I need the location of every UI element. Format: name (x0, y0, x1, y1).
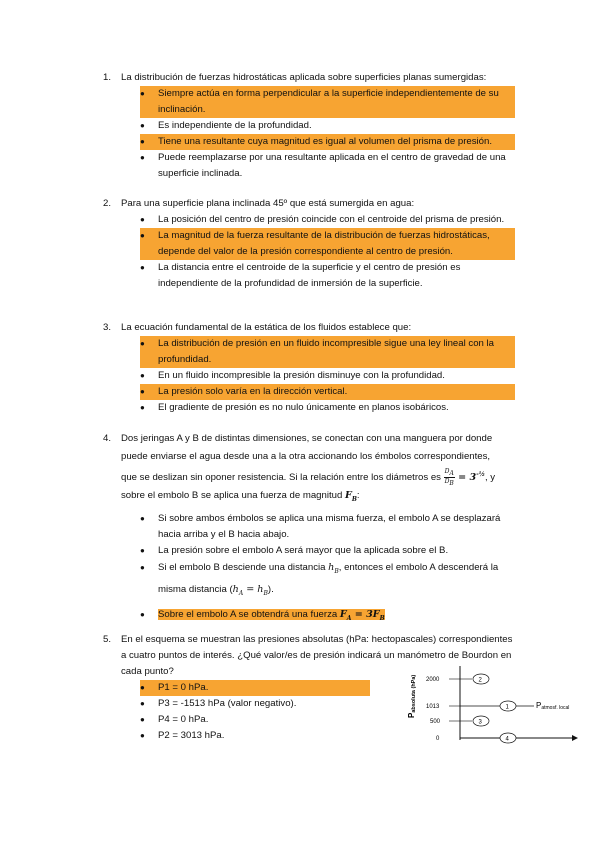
option-item (140, 368, 515, 384)
option-text: La magnitud de la fuerza resultante de la distribución de fuerzas hidrostáticas, depende del valor de la presión correspondiente al centro de presión. (158, 230, 490, 257)
bullet-icon: ● (140, 215, 145, 224)
option-item-highlighted (140, 384, 515, 400)
q4-line-3: que se deslizan sin oponer resistencia. Si la relación entre los diámetros es (121, 472, 441, 484)
option-text: P2 = 3013 hPa. (158, 730, 225, 741)
option-item (140, 543, 515, 559)
option-item (140, 150, 515, 182)
bullet-icon: ● (140, 683, 145, 692)
option-text: Tiene una resultante cuya magnitud es igual al volumen del prisma de presión. (158, 136, 493, 147)
bullet-icon: ● (140, 263, 145, 272)
option-text: La distribución de presión en un fluido incompresible sigue una ley lineal con la profundidad. (158, 338, 494, 365)
diameter-ratio-value: = $3^{-\frac{1}{2}}$ (454, 471, 485, 484)
math-fa-eq-3fb: $F_A = 3F_B$ (339, 609, 385, 622)
point-3-label: 3 (478, 719, 482, 726)
option-text: P4 = 0 hPa. (158, 714, 209, 725)
bullet-icon: ● (140, 403, 145, 412)
bullet-icon: ● (140, 563, 145, 573)
option-text: P1 = 0 hPa. (158, 682, 209, 693)
bullet-icon: ● (140, 387, 145, 396)
force-symbol: $F_B$ (345, 490, 357, 504)
bullet-icon: ● (140, 121, 145, 130)
point-1-label: 1 (505, 704, 509, 711)
option-text: La presión solo varía en la dirección vertical. (158, 386, 348, 397)
atm-label: Patmosf. local (536, 701, 570, 711)
option-item (140, 728, 370, 744)
question-1 (103, 70, 515, 182)
q4-line-2: puede enviarse el agua desde una a la otra accionando los émbolos correspondientes, (121, 451, 491, 462)
bullet-icon: ● (140, 546, 145, 556)
option-item (140, 712, 370, 728)
question-text: En el esquema se muestran las presiones absolutas (hPa: hectopascales) correspondientes a cuatro puntos de interés. ¿Qué valor/es de presión indicará un manómetro de Bourdon en cada punto? (121, 634, 513, 677)
option-text: Puede reemplazarse por una resultante aplicada en el centro de gravedad de una superficie inclinada. (158, 152, 506, 179)
option-text: En un fluido incompresible la presión disminuye con la profundidad. (158, 370, 445, 381)
bullet-icon: ● (140, 715, 145, 724)
option-item-highlighted (140, 86, 515, 118)
question-4 (103, 430, 515, 627)
option-text: P3 = -1513 hPa (valor negativo). (158, 698, 297, 709)
option-text: Siempre actúa en forma perpendicular a la superficie independientemente de su inclinación. (158, 88, 499, 115)
option-item (140, 118, 515, 134)
bullet-icon: ● (140, 610, 145, 620)
options-list (103, 86, 515, 182)
option-highlight: Sobre el embolo A se obtendrá una fuerza $F_A = 3F_B$ (158, 609, 385, 622)
option-item (140, 400, 515, 416)
tick-0: 0 (436, 736, 440, 742)
q4-line-4: sobre el embolo B se aplica una fuerza de magnitud (121, 490, 343, 502)
bullet-icon: ● (140, 89, 145, 98)
option-text: El gradiente de presión es no nulo únicamente en planos isobáricos. (158, 402, 449, 413)
option-item (140, 696, 370, 712)
question-number: 5. (103, 634, 112, 645)
option-text: Si el embolo B desciende una distancia $h_B$, entonces el embolo A descenderá la misma distancia $(h_A = h_B)$. (158, 562, 499, 598)
q4-line-3-end: , y (484, 472, 496, 484)
bullet-icon: ● (140, 153, 145, 162)
option-text (158, 607, 515, 627)
option-item-highlighted (140, 680, 370, 696)
tick-2000: 2000 (426, 677, 440, 683)
tick-500: 500 (430, 719, 441, 725)
pressure-diagram (400, 662, 580, 746)
question-text: La ecuación fundamental de la estática de los fluidos establece que: (121, 322, 412, 333)
question-number: 4. (103, 433, 112, 444)
option-item-highlighted (140, 336, 515, 368)
math-hb: $h_B$ (328, 562, 339, 576)
options-list (103, 511, 515, 627)
option-text: La presión sobre el embolo A será mayor que la aplicada sobre el B. (158, 545, 449, 557)
option-item (140, 511, 515, 543)
bullet-icon: ● (140, 137, 145, 146)
option-text: La posición del centro de presión coincide con el centroide del prisma de presión. (158, 214, 505, 225)
bullet-icon: ● (140, 699, 145, 708)
bullet-icon: ● (140, 514, 145, 524)
tick-1013: 1013 (426, 704, 440, 710)
question-number: 1. (103, 72, 112, 83)
option-text: Es independiente de la profundidad. (158, 120, 312, 131)
bullet-icon: ● (140, 231, 145, 240)
question-number: 2. (103, 198, 112, 209)
option-item (140, 559, 515, 603)
question-3 (103, 320, 515, 416)
options-list (103, 336, 515, 416)
diagram-ylabel: Pabsoluta (hPa) (407, 674, 417, 718)
question-text: La distribución de fuerzas hidrostáticas aplicada sobre superficies planas sumergidas: (121, 72, 487, 83)
option-text: La distancia entre el centroide de la superficie y el centro de presión es independiente de la profundidad de inmersión de la superficie. (158, 262, 461, 289)
point-2-label: 2 (478, 677, 482, 684)
q4-line-1: Dos jeringas A y B de distintas dimensiones, se conectan con una manguera por donde (121, 433, 493, 444)
option-item (140, 607, 515, 627)
question-number: 3. (103, 322, 112, 333)
point-4-label: 4 (505, 736, 509, 743)
option-item-highlighted (140, 134, 515, 150)
diameter-ratio-fraction: $\frac{D_A}{D_B}$ (444, 467, 454, 488)
bullet-icon: ● (140, 339, 145, 348)
question-text: Dos jeringas A y B de distintas dimensiones, se conectan con una manguera por donde puede enviarse el agua desde una a la otra accionando los émbolos correspondientes, que se deslizan sin oponer resistencia. Si la relación entre los diámetros es $\frac{D_A}{D_B}$ = $3^{-\frac{1}{2}}$, y sobre el embolo B se aplica una fuerza de magnitud $F_B$: (121, 433, 496, 504)
x-axis-arrow (572, 735, 578, 741)
option-item (140, 212, 515, 228)
option-item-highlighted (140, 228, 515, 260)
options-list (103, 680, 370, 744)
question-2 (103, 196, 515, 292)
bullet-icon: ● (140, 731, 145, 740)
question-text: Para una superficie plana inclinada 45º que está sumergida en agua: (121, 198, 415, 209)
option-text: Si sobre ambos émbolos se aplica una misma fuerza, el embolo A se desplazará hacia arriba y el B hacia abajo. (158, 513, 501, 541)
bullet-icon: ● (140, 371, 145, 380)
options-list (103, 212, 515, 292)
math-ha-eq-hb: $h_A = h_B$ (232, 584, 268, 598)
option-item (140, 260, 515, 292)
